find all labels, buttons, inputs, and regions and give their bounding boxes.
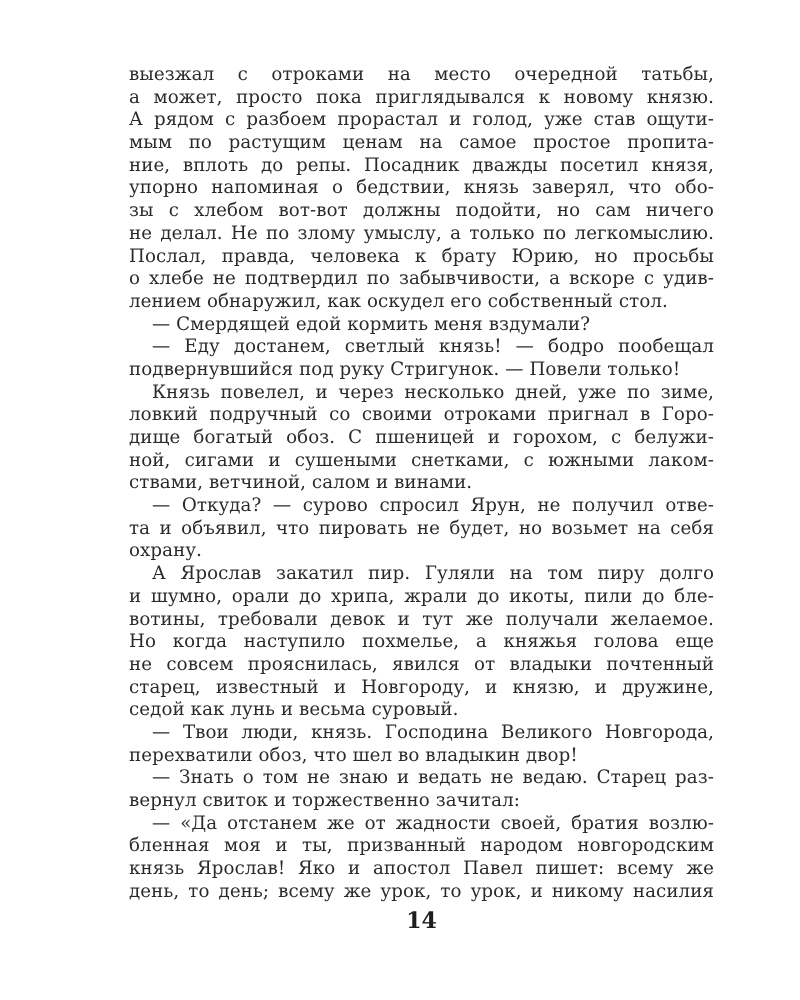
text-line: — Откуда? — сурово спросил Ярун, не получил отве- bbox=[152, 495, 714, 517]
body-text bbox=[129, 64, 714, 903]
text-line: ние, вплоть до репы. Посадник дважды посетил князя, bbox=[129, 154, 714, 176]
text-line: о хлебе не подтвердил по забывчивости, а вскоре с удив- bbox=[129, 268, 714, 290]
text-line: — Смердящей едой кормить меня вздумали? bbox=[152, 313, 591, 335]
text-line: охрану. bbox=[129, 540, 202, 562]
text-line: ствами, ветчиной, салом и винами. bbox=[129, 472, 473, 494]
text-line: бленная моя и ты, призванный народом новгородским bbox=[129, 835, 714, 857]
text-line: — Твои люди, князь. Господина Великого Новгорода, bbox=[152, 721, 714, 743]
text-line: — «Да отстанем же от жадности своей, братия возлю- bbox=[152, 812, 714, 834]
text-line: Князь повелел, и через несколько дней, уже по зиме, bbox=[152, 381, 714, 403]
text-line: не совсем прояснилась, явился от владыки почтенный bbox=[129, 653, 714, 675]
text-line: А Ярослав закатил пир. Гуляли на том пиру долго bbox=[152, 563, 714, 585]
text-line: седой как лунь и весьма суровый. bbox=[129, 699, 459, 721]
text-line: вернул свиток и торжественно зачитал: bbox=[129, 790, 520, 811]
text-line: упорно напоминая о бедствии, князь заверял, что обо- bbox=[129, 177, 714, 199]
text-line: перехватили обоз, что шел во владыкин двор! bbox=[129, 744, 578, 766]
text-line: лением обнаружил, как оскудел его собственный стол. bbox=[129, 290, 668, 312]
text-line: не делал. Не по злому умыслу, а только по легкомыслию. bbox=[129, 222, 714, 244]
text-line: мым по растущим ценам на самое простое пропита- bbox=[129, 132, 714, 154]
text-line: зы с хлебом вот-вот должны подойти, но сам ничего bbox=[129, 200, 714, 222]
text-line: старец, известный и Новгороду, и князю, и дружине, bbox=[129, 676, 714, 698]
page-number: 14 bbox=[406, 908, 437, 934]
text-line: — Еду достанем, светлый князь! — бодро пообещал bbox=[152, 336, 714, 358]
text-line: А рядом с разбоем прорастал и голод, уже став ощути- bbox=[129, 109, 714, 131]
text-line: день, то день; всему же урок, то урок, и никому насилия bbox=[129, 880, 714, 902]
text-line: выезжал с отроками на место очередной татьбы, bbox=[129, 64, 714, 85]
text-line: а может, просто пока приглядывался к новому князю. bbox=[129, 86, 714, 108]
text-line: и шумно, орали до хрипа, жрали до икоты, пили до бле- bbox=[129, 585, 714, 607]
text-line: князь Ярослав! Яко и апостол Павел пишет: всему же bbox=[129, 858, 714, 880]
text-line: Послал, правда, человека к брату Юрию, но просьбы bbox=[129, 245, 714, 267]
text-line: вотины, требовали девок и тут же получали желаемое. bbox=[129, 608, 714, 630]
text-line: подвернувшийся под руку Стригунок. — Повели только! bbox=[129, 358, 681, 380]
text-line: ловкий подручный со своими отроками пригнал в Горо- bbox=[129, 404, 714, 426]
text-line: та и объявил, что пировать не будет, но возьмет на себя bbox=[129, 517, 714, 539]
text-line: дище богатый обоз. С пшеницей и горохом, с белужи- bbox=[129, 427, 714, 448]
text-line: Но когда наступило похмелье, а княжья голова еще bbox=[129, 631, 714, 653]
text-line: — Знать о том не знаю и ведать не ведаю. Старец раз- bbox=[152, 767, 714, 789]
text-line: ной, сигами и сушеными снетками, с южными лаком- bbox=[129, 449, 714, 471]
